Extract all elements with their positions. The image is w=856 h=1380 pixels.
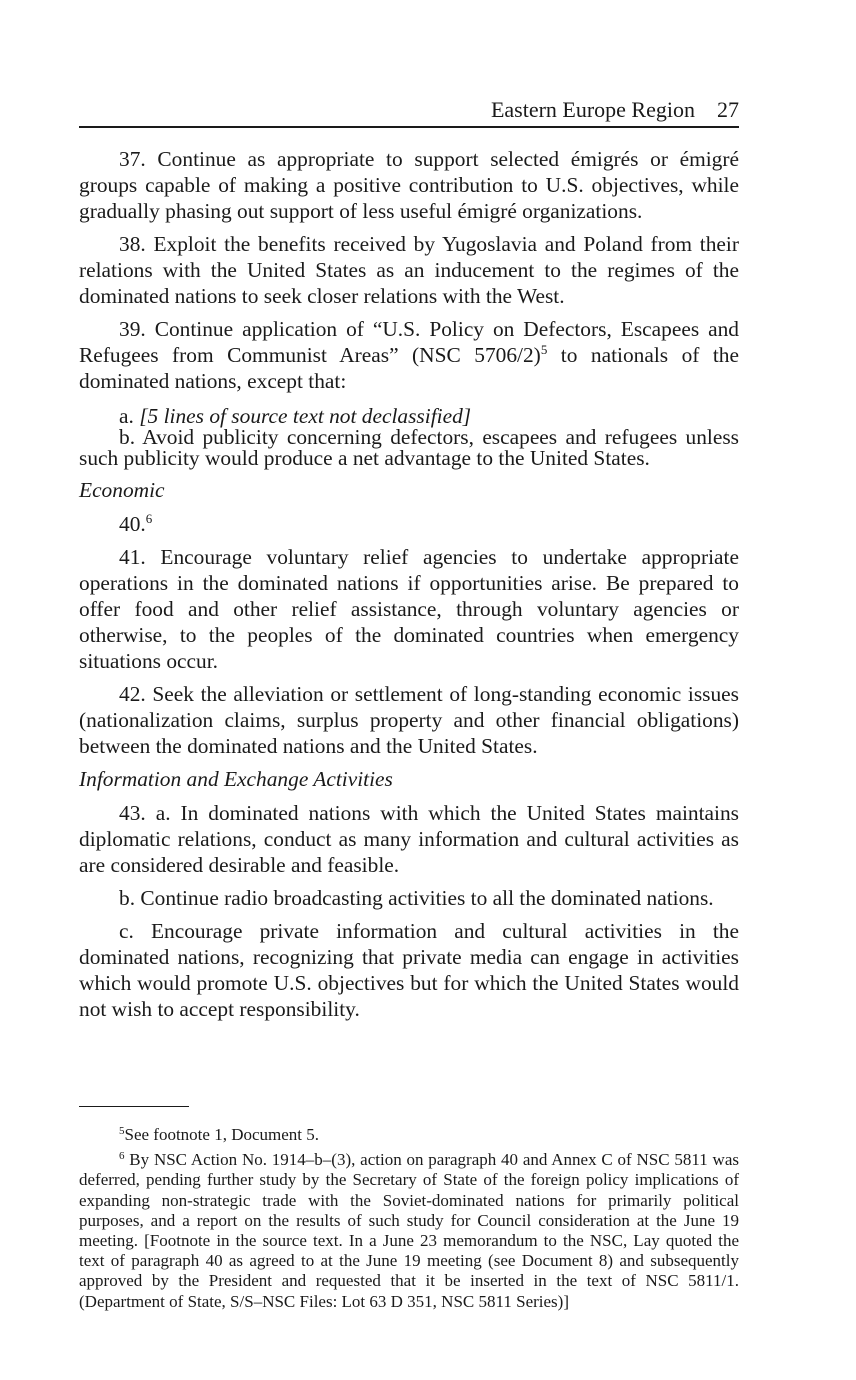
footnote-5-mark: 5 <box>119 1125 125 1137</box>
paragraph-39-text-start: 39. Continue application of “U.S. Policy on Defectors, Escapees and Refugees from Communist Areas” (NSC 5706/2) <box>79 317 739 367</box>
body-text <box>79 146 739 1029</box>
paragraph-39 <box>79 316 739 394</box>
paragraph-37: 37. Continue as appropriate to support selected émigrés or émigré groups capable of making a positive contribution to U.S. objectives, while gradually phasing out support of less useful émigré organizations. <box>79 147 739 223</box>
paragraph-40 <box>79 511 739 537</box>
section-heading-economic: Economic <box>79 478 165 502</box>
running-header-title: Eastern Europe Region <box>490 97 695 122</box>
paragraph-43b: b. Continue radio broadcasting activities to all the dominated nations. <box>119 886 714 910</box>
paragraph-39-text-end: to nationals of the dominated nations, except that: <box>79 343 739 393</box>
footnotes <box>79 1125 739 1317</box>
running-header <box>79 96 739 128</box>
footnote-ref-6: 6 <box>145 511 153 526</box>
paragraph-40-number: 40. <box>119 512 146 536</box>
paragraph-41: 41. Encourage voluntary relief agencies to undertake appropriate operations in the dominated nations if opportunities arise. Be prepared to offer food and other relief assistance, through voluntary agencies or otherwise, to the peoples of the dominated countries when emergency situations occur. <box>79 545 739 673</box>
footnote-6-mark: 6 <box>119 1150 125 1163</box>
redaction-note: [5 lines of source text not declassified] <box>139 404 472 428</box>
footnote-5 <box>79 1125 739 1145</box>
paragraph-39a-label: a. <box>119 404 140 428</box>
paragraph-43a: 43. a. In dominated nations with which the United States maintains diplomatic relations, conduct as many information and cultural activities as are considered desirable and feasible. <box>79 801 739 877</box>
paragraph-43c: c. Encourage private information and cultural activities in the dominated nations, recognizing that private media can engage in activities which would promote U.S. objectives but for which the United States would not wish to accept responsibility. <box>79 919 739 1021</box>
footnote-6 <box>79 1150 739 1312</box>
paragraph-39b: b. Avoid publicity concerning defectors, escapees and refugees unless such publicity would produce a net advantage to the United States. <box>79 425 739 470</box>
page-number: 27 <box>717 97 739 122</box>
footnote-5-text: See footnote 1, Document 5. <box>124 1125 320 1144</box>
footnote-ref-5: 5 <box>540 342 548 357</box>
footnote-divider <box>79 1106 189 1107</box>
footnote-6-text: By NSC Action No. 1914–b–(3), action on paragraph 40 and Annex C of NSC 5811 was deferred, pending further study by the Secretary of State of the foreign policy implications of expanding non-strategic trade with the Soviet-dominated nations for primarily political purposes, and a report on the results of such study for Council consideration at the June 19 meeting. [Footnote in the source text. In a June 23 memorandum to the NSC, Lay quoted the text of paragraph 40 as agreed to at the June 19 meeting (see Document 8) and subsequently approved by the President and requested that it be inserted in the text of NSC 5811/1. (Department of State, S/S–NSC Files: Lot 63 D 351, NSC 5811 Series)] <box>79 1150 739 1311</box>
paragraph-42: 42. Seek the alleviation or settlement of long-standing economic issues (nationalization claims, surplus property and other financial obligations) between the dominated nations and the United States. <box>79 682 739 758</box>
paragraph-38: 38. Exploit the benefits received by Yugoslavia and Poland from their relations with the United States as an inducement to the regimes of the dominated nations to seek closer relations with the West. <box>79 232 739 308</box>
section-heading-information: Information and Exchange Activities <box>79 767 393 791</box>
paragraph-39a <box>79 406 739 427</box>
